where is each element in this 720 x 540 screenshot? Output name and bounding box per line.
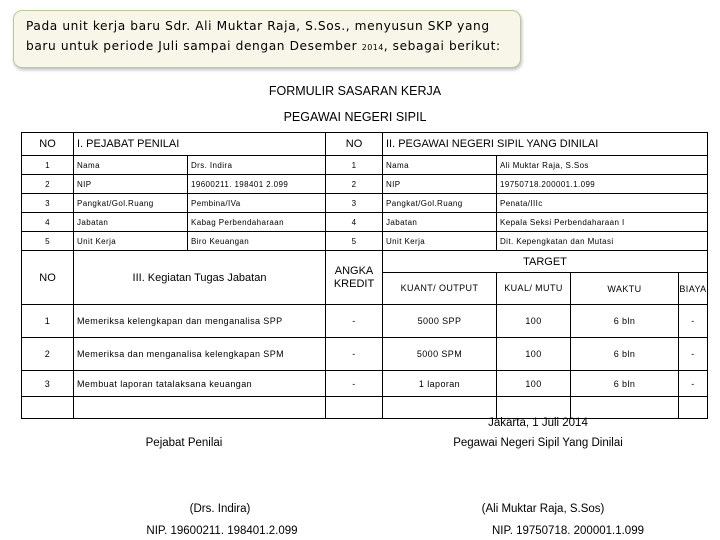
task-row (22, 371, 708, 397)
intro-note (13, 10, 521, 68)
cell: Memeriksa dan menganalisa kelengkapan SPM (74, 338, 326, 371)
cell (326, 397, 383, 419)
intro-text-end: , sebagai berikut: (383, 39, 501, 53)
form-title: FORMULIR SASARAN KERJA (268, 84, 442, 98)
col-kegiatan: III. Kegiatan Tugas Jabatan (74, 251, 326, 305)
cell: Kabag Perbendaharaan (188, 213, 326, 232)
cell: Membuat laporan tatalaksana keuangan (74, 371, 326, 397)
cell: 6 bln (571, 338, 679, 371)
cell: NIP (383, 175, 497, 194)
cell (571, 397, 679, 419)
task-row (22, 305, 708, 338)
cell: - (326, 305, 383, 338)
cell: 1 (22, 156, 74, 175)
col-kual-mutu: KUAL/ MUTU (497, 273, 571, 305)
cell: 3 (326, 194, 383, 213)
intro-year: 2014 (361, 43, 384, 52)
cell: Jabatan (74, 213, 188, 232)
cell: Unit Kerja (383, 232, 497, 251)
person-row (22, 156, 708, 175)
cell: 100 (497, 371, 571, 397)
cell: - (326, 371, 383, 397)
col-target: TARGET (383, 251, 708, 273)
cell (383, 397, 497, 419)
cell: 4 (326, 213, 383, 232)
cell: 100 (497, 305, 571, 338)
cell: 19750718.200001.1.099 (497, 175, 708, 194)
cell: 1 (22, 305, 74, 338)
col-biaya: BIAYA (679, 273, 708, 305)
cell: Memeriksa kelengkapan dan menganalisa SPP (74, 305, 326, 338)
cell: - (326, 338, 383, 371)
left-name: (Drs. Indira) (189, 503, 251, 515)
cell: 5000 SPM (383, 338, 497, 371)
right-name: (Ali Muktar Raja, S.Sos) (481, 503, 605, 515)
cell (22, 397, 74, 419)
cell: Nama (383, 156, 497, 175)
cell: Pangkat/Gol.Ruang (383, 194, 497, 213)
cell: 1 (326, 156, 383, 175)
task-row (22, 338, 708, 371)
col-pejabat-penilai: I. PEJABAT PENILAI (74, 133, 326, 156)
cell: 6 bln (571, 371, 679, 397)
cell (74, 397, 326, 419)
person-row (22, 232, 708, 251)
cell: 1 laporan (383, 371, 497, 397)
cell: 19600211. 198401 2.099 (188, 175, 326, 194)
cell: - (679, 305, 708, 338)
skp-table (21, 132, 708, 419)
cell: 2 (22, 175, 74, 194)
person-row (22, 194, 708, 213)
cell: Biro Keuangan (188, 232, 326, 251)
intro-text: Pada unit kerja baru Sdr. Ali Muktar Raja, S.Sos., menyusun SKP yang baru untuk periode Juli sampai dengan Desember (26, 19, 490, 53)
cell: Pangkat/Gol.Ruang (74, 194, 188, 213)
task-header-row (22, 251, 708, 273)
col-no: NO (22, 133, 74, 156)
cell: - (679, 371, 708, 397)
cell: Ali Muktar Raja, S.Sos (497, 156, 708, 175)
cell: Kepala Seksi Perbendaharaan I (497, 213, 708, 232)
cell: 100 (497, 338, 571, 371)
form-subtitle: PEGAWAI NEGERI SIPIL (283, 110, 427, 124)
right-nip: NIP. 19750718. 200001.1.099 (492, 525, 644, 537)
cell: 2 (22, 338, 74, 371)
cell (679, 397, 708, 419)
col-pns-dinilai: II. PEGAWAI NEGERI SIPIL YANG DINILAI (383, 133, 708, 156)
cell: 3 (22, 371, 74, 397)
empty-row (22, 397, 708, 419)
cell: 5 (22, 232, 74, 251)
cell: Penata/IIIc (497, 194, 708, 213)
left-nip: NIP. 19600211. 198401.2.099 (146, 525, 298, 537)
cell: Pembina/IVa (188, 194, 326, 213)
cell: Unit Kerja (74, 232, 188, 251)
person-row (22, 213, 708, 232)
cell: 3 (22, 194, 74, 213)
cell: 2 (326, 175, 383, 194)
cell: Nama (74, 156, 188, 175)
cell: Jabatan (383, 213, 497, 232)
col-kuant-output: KUANT/ OUTPUT (383, 273, 497, 305)
col-angka-kredit: ANGKA KREDIT (326, 251, 383, 305)
col-task-no: NO (22, 251, 74, 305)
col-waktu: WAKTU (571, 273, 679, 305)
cell: 5 (326, 232, 383, 251)
right-role: Pegawai Negeri Sipil Yang Dinilai (453, 437, 623, 449)
cell: 5000 SPP (383, 305, 497, 338)
cell: 6 bln (571, 305, 679, 338)
cell (497, 397, 571, 419)
left-role: Pejabat Penilai (145, 437, 223, 449)
person-row (22, 175, 708, 194)
cell: Drs. Indira (188, 156, 326, 175)
place-date: Jakarta, 1 Juli 2014 (488, 417, 588, 429)
cell: - (679, 338, 708, 371)
header-row (22, 133, 708, 156)
cell: 4 (22, 213, 74, 232)
cell: Dit. Kepengkatan dan Mutasi (497, 232, 708, 251)
col-no-2: NO (326, 133, 383, 156)
cell: NIP (74, 175, 188, 194)
